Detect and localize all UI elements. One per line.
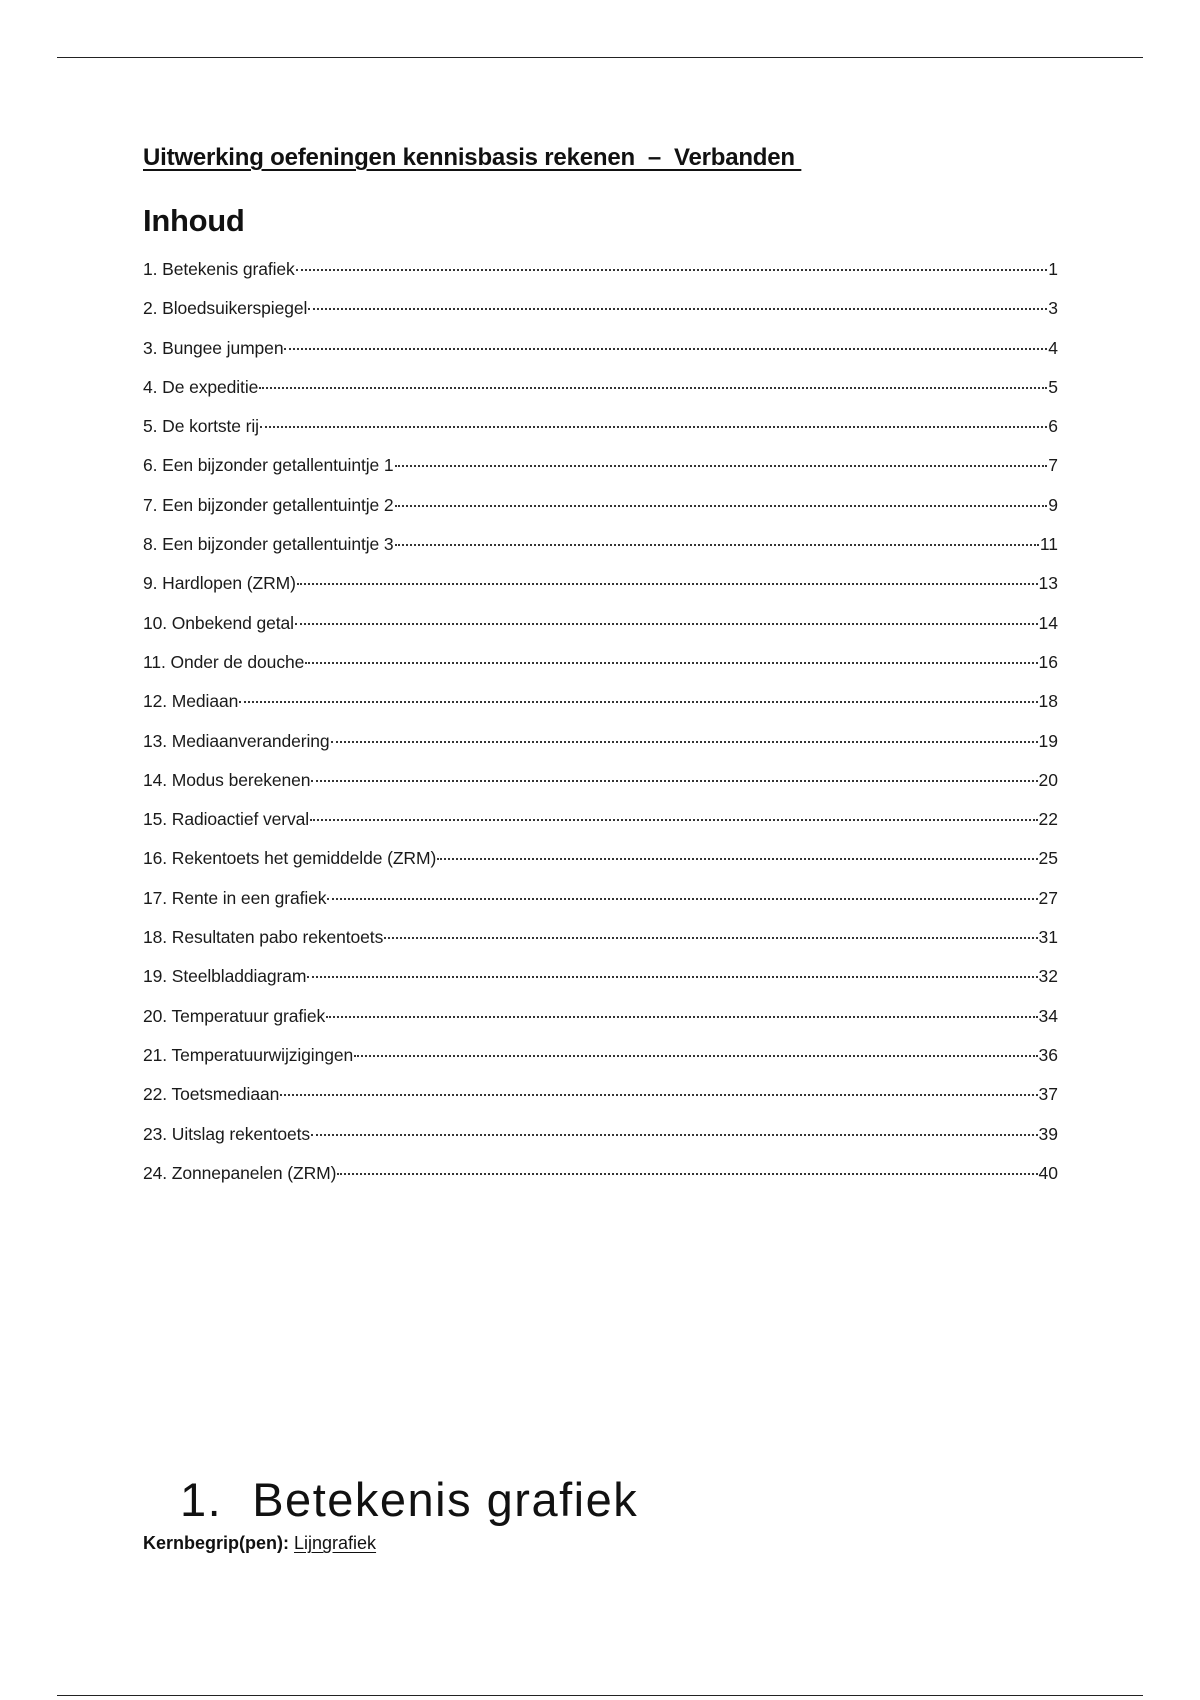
toc-entry-label[interactable]: 15. Radioactief verval xyxy=(143,809,310,830)
toc-dot-leader xyxy=(354,1055,1037,1057)
page-bottom-rule xyxy=(57,1695,1143,1696)
toc-dot-leader xyxy=(395,465,1048,467)
toc-entry-label[interactable]: 9. Hardlopen (ZRM) xyxy=(143,573,296,594)
toc-dot-leader xyxy=(384,937,1037,939)
toc-entry-label[interactable]: 19. Steelbladdiagram xyxy=(143,966,307,987)
toc-entry-page[interactable]: 14 xyxy=(1038,612,1058,633)
table-of-contents xyxy=(143,259,1058,1202)
toc-entry[interactable] xyxy=(143,573,1058,612)
toc-entry[interactable] xyxy=(143,652,1058,691)
toc-dot-leader xyxy=(305,662,1037,664)
toc-entry-label[interactable]: 21. Temperatuurwijzigingen xyxy=(143,1044,354,1065)
toc-entry-page[interactable]: 5 xyxy=(1048,376,1058,397)
toc-entry[interactable] xyxy=(143,1124,1058,1163)
toc-entry[interactable] xyxy=(143,613,1058,652)
toc-entry-page[interactable]: 13 xyxy=(1038,573,1058,594)
toc-entry[interactable] xyxy=(143,298,1058,337)
kernbegrip-line xyxy=(143,1533,376,1554)
toc-entry[interactable] xyxy=(143,731,1058,770)
toc-entry-page[interactable]: 25 xyxy=(1038,848,1058,869)
toc-entry[interactable] xyxy=(143,1163,1058,1202)
toc-entry-page[interactable]: 32 xyxy=(1038,966,1058,987)
toc-entry-label[interactable]: 3. Bungee jumpen xyxy=(143,337,284,358)
toc-dot-leader xyxy=(308,308,1047,310)
kernbegrip-label: Kernbegrip(pen): xyxy=(143,1533,289,1553)
toc-entry-label[interactable]: 16. Rekentoets het gemiddelde (ZRM) xyxy=(143,848,437,869)
toc-dot-leader xyxy=(331,741,1038,743)
toc-dot-leader xyxy=(239,701,1037,703)
toc-entry-label[interactable]: 22. Toetsmediaan xyxy=(143,1084,280,1105)
toc-entry[interactable] xyxy=(143,1006,1058,1045)
toc-entry[interactable] xyxy=(143,691,1058,730)
toc-dot-leader xyxy=(295,623,1038,625)
toc-dot-leader xyxy=(395,544,1039,546)
toc-entry-label[interactable]: 7. Een bijzonder getallentuintje 2 xyxy=(143,494,394,515)
toc-dot-leader xyxy=(310,819,1037,821)
toc-dot-leader xyxy=(437,858,1037,860)
toc-entry-label[interactable]: 23. Uitslag rekentoets xyxy=(143,1123,311,1144)
toc-entry-label[interactable]: 5. De kortste rij xyxy=(143,416,259,437)
section-title: Betekenis grafiek xyxy=(252,1473,639,1526)
toc-entry[interactable] xyxy=(143,495,1058,534)
toc-entry-page[interactable]: 18 xyxy=(1038,691,1058,712)
toc-entry-page[interactable]: 39 xyxy=(1038,1123,1058,1144)
toc-entry[interactable] xyxy=(143,1045,1058,1084)
toc-entry[interactable] xyxy=(143,809,1058,848)
toc-entry-page[interactable]: 6 xyxy=(1048,416,1058,437)
toc-entry-page[interactable]: 7 xyxy=(1048,455,1058,476)
toc-entry-label[interactable]: 4. De expeditie xyxy=(143,376,259,397)
toc-entry-label[interactable]: 8. Een bijzonder getallentuintje 3 xyxy=(143,534,394,555)
toc-dot-leader xyxy=(337,1173,1037,1175)
toc-entry-page[interactable]: 36 xyxy=(1038,1044,1058,1065)
toc-entry[interactable] xyxy=(143,338,1058,377)
toc-entry-page[interactable]: 40 xyxy=(1038,1162,1058,1183)
kernbegrip-link[interactable]: Lijngrafiek xyxy=(294,1533,377,1553)
toc-dot-leader xyxy=(280,1094,1037,1096)
toc-heading: Inhoud xyxy=(143,203,245,238)
toc-dot-leader xyxy=(327,898,1037,900)
toc-entry-label[interactable]: 18. Resultaten pabo rekentoets xyxy=(143,927,384,948)
toc-entry-label[interactable]: 10. Onbekend getal xyxy=(143,612,294,633)
toc-entry-page[interactable]: 27 xyxy=(1038,887,1058,908)
toc-dot-leader xyxy=(284,348,1047,350)
toc-entry[interactable] xyxy=(143,455,1058,494)
toc-entry-page[interactable]: 16 xyxy=(1038,651,1058,672)
toc-entry-label[interactable]: 12. Mediaan xyxy=(143,691,239,712)
toc-entry-page[interactable]: 1 xyxy=(1048,259,1058,279)
toc-dot-leader xyxy=(311,1134,1037,1136)
section-number: 1. xyxy=(180,1473,223,1526)
toc-entry[interactable] xyxy=(143,848,1058,887)
toc-entry[interactable] xyxy=(143,1084,1058,1123)
toc-entry-page[interactable]: 20 xyxy=(1038,769,1058,790)
section-heading xyxy=(180,1472,638,1527)
toc-dot-leader xyxy=(297,583,1038,585)
toc-entry-page[interactable]: 9 xyxy=(1048,494,1058,515)
toc-entry-page[interactable]: 22 xyxy=(1038,809,1058,830)
toc-entry-label[interactable]: 11. Onder de douche xyxy=(143,651,305,672)
toc-entry-page[interactable]: 19 xyxy=(1038,730,1058,751)
toc-dot-leader xyxy=(259,387,1047,389)
toc-entry-page[interactable]: 31 xyxy=(1038,927,1058,948)
toc-entry[interactable] xyxy=(143,966,1058,1005)
toc-dot-leader xyxy=(395,505,1048,507)
toc-entry[interactable] xyxy=(143,770,1058,809)
toc-entry-label[interactable]: 17. Rente in een grafiek xyxy=(143,887,327,908)
page-top-rule xyxy=(57,57,1143,58)
toc-entry-label[interactable]: 2. Bloedsuikerspiegel xyxy=(143,298,308,319)
toc-entry-label[interactable]: 1. Betekenis grafiek xyxy=(143,259,295,279)
toc-dot-leader xyxy=(307,976,1037,978)
toc-entry-label[interactable]: 14. Modus berekenen xyxy=(143,769,311,790)
toc-entry[interactable] xyxy=(143,888,1058,927)
toc-dot-leader xyxy=(311,780,1037,782)
toc-entry-page[interactable]: 37 xyxy=(1038,1084,1058,1105)
toc-entry-page[interactable]: 3 xyxy=(1048,298,1058,319)
toc-entry-page[interactable]: 4 xyxy=(1048,337,1058,358)
toc-entry-label[interactable]: 6. Een bijzonder getallentuintje 1 xyxy=(143,455,394,476)
toc-entry-page[interactable]: 11 xyxy=(1039,534,1058,555)
toc-entry[interactable] xyxy=(143,377,1058,416)
toc-dot-leader xyxy=(296,269,1048,271)
toc-entry-label[interactable]: 24. Zonnepanelen (ZRM) xyxy=(143,1162,337,1183)
toc-entry-label[interactable]: 20. Temperatuur grafiek xyxy=(143,1005,326,1026)
toc-entry-page[interactable]: 34 xyxy=(1038,1005,1058,1026)
toc-entry[interactable] xyxy=(143,259,1058,298)
toc-entry[interactable] xyxy=(143,416,1058,455)
toc-entry[interactable] xyxy=(143,534,1058,573)
toc-dot-leader xyxy=(326,1016,1037,1018)
document-title: Uitwerking oefeningen kennisbasis rekenen – Verbanden xyxy=(143,144,802,171)
toc-entry[interactable] xyxy=(143,927,1058,966)
toc-dot-leader xyxy=(260,426,1047,428)
toc-entry-label[interactable]: 13. Mediaanverandering xyxy=(143,730,330,751)
